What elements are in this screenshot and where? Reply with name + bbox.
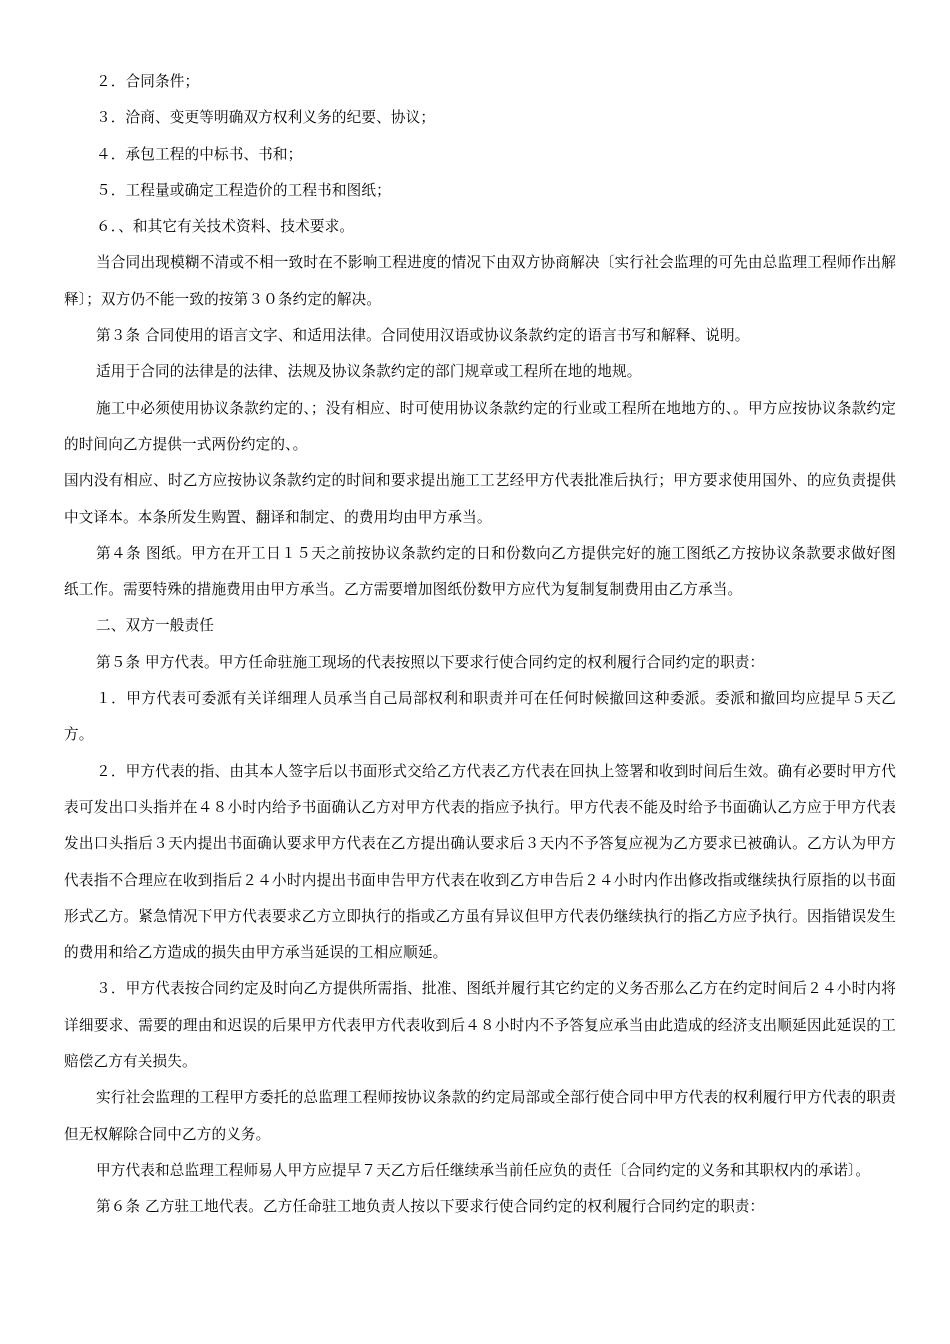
document-body — [64, 64, 896, 1226]
paragraph-supervision: 实行社会监理的工程甲方委托的总监理工程师按协议条款的约定局部或全部行使合同中甲方代表的权利履行甲方代表的职责但无权解除合同中乙方的义务。 — [64, 1089, 896, 1143]
article-5-item-3: ３．甲方代表按合同约定及时向乙方提供所需指、批准、图纸并履行其它约定的义务否那么乙方在约定时间后２４小时内将详细要求、需要的理由和迟误的后果甲方代表甲方代表收到后４８小时内不予答复应承当由此造成的经济支出顺延因此延误的工赔偿乙方有关损失。 — [64, 980, 896, 1071]
paragraph-applicable-law: 适用于合同的法律是的法律、法规及协议条款约定的部门规章或工程所在地的地规。 — [96, 363, 642, 381]
article-6-heading: 第６条 乙方驻工地代表。乙方任命驻工地负责人按以下要求行使合同约定的权利履行合同约定的职责： — [96, 1198, 765, 1216]
article-5-item-2: ２．甲方代表的指、由其本人签字后以书面形式交给乙方代表乙方代表在回执上签署和收到时间后生效。确有必要时甲方代表可发出口头指并在４８小时内给予书面确认乙方对甲方代表的指应予执行。甲方代表不能及时给予书面确认乙方应于甲方代表发出口头指后３天内提出书面确认要求甲方代表在乙方提出确认要求后３天内不予答复应视为乙方要求已被确认。乙方认为甲方代表指不合理应在收到指后２４小时内提出书面申告甲方代表在收到乙方申告后２４小时内作出修改指或继续执行原指的以书面形式乙方。紧急情况下甲方代表要求乙方立即执行的指或乙方虽有异议但甲方代表仍继续执行的指乙方应予执行。因指错误发生的费用和给乙方造成的损失由甲方承当延误的工相应顺延。 — [64, 762, 896, 962]
paragraph-ambiguity: 当合同出现模糊不清或不相一致时在不影响工程进度的情况下由双方协商解决〔实行社会监理的可先由总监理工程师作出解释〕；双方仍不能一致的按第３０条约定的解决。 — [64, 254, 896, 308]
article-5-item-1: １．甲方代表可委派有关详细理人员承当自己局部权利和职责并可在任何时候撤回这种委派。委派和撤回均应提早５天乙方。 — [64, 690, 896, 744]
list-item-4: ４．承包工程的中标书、书和； — [96, 145, 303, 163]
paragraph-representative-change: 甲方代表和总监理工程师易人甲方应提早７天乙方后任继续承当前任应负的责任〔合同约定的义务和其职权内的承诺〕。 — [96, 1161, 871, 1179]
list-item-2: ２．合同条件； — [96, 73, 200, 90]
list-item-6: ６．、和其它有关技术资料、技术要求。 — [96, 218, 355, 236]
section-heading-general-duties: 二、双方一般责任 — [96, 617, 214, 635]
article-4-drawings: 第４条 图纸。甲方在开工日１５天之前按协议条款约定的日和份数向乙方提供完好的施工图纸乙方按协议条款要求做好图纸工作。需要特殊的措施费用由甲方承当。乙方需要增加图纸份数甲方应代为复制复制费用由乙方承当。 — [64, 544, 896, 599]
paragraph-foreign-standards: 国内没有相应、时乙方应按协议条款约定的时间和要求提出施工工艺经甲方代表批准后执行；甲方要求使用国外、的应负责提供中文译本。本条所发生购置、翻译和制定、的费用均由甲方承当。 — [64, 472, 896, 526]
list-item-5: ５．工程量或确定工程造价的工程书和图纸； — [96, 181, 391, 199]
paragraph-standards: 施工中必须使用协议条款约定的、；没有相应、时可使用协议条款约定的行业或工程所在地地方的、。甲方应按协议条款约定的时间向乙方提供一式两份约定的、。 — [64, 399, 896, 453]
article-5-heading: 第５条 甲方代表。甲方任命驻施工现场的代表按照以下要求行使合同约定的权利履行合同约定的职责： — [96, 653, 765, 671]
article-3-heading: 第３条 合同使用的语言文字、和适用法律。合同使用汉语或协议条款约定的语言书写和解释、说明。 — [96, 327, 750, 345]
list-item-3: ３．洽商、变更等明确双方权利义务的纪要、协议； — [96, 109, 436, 127]
